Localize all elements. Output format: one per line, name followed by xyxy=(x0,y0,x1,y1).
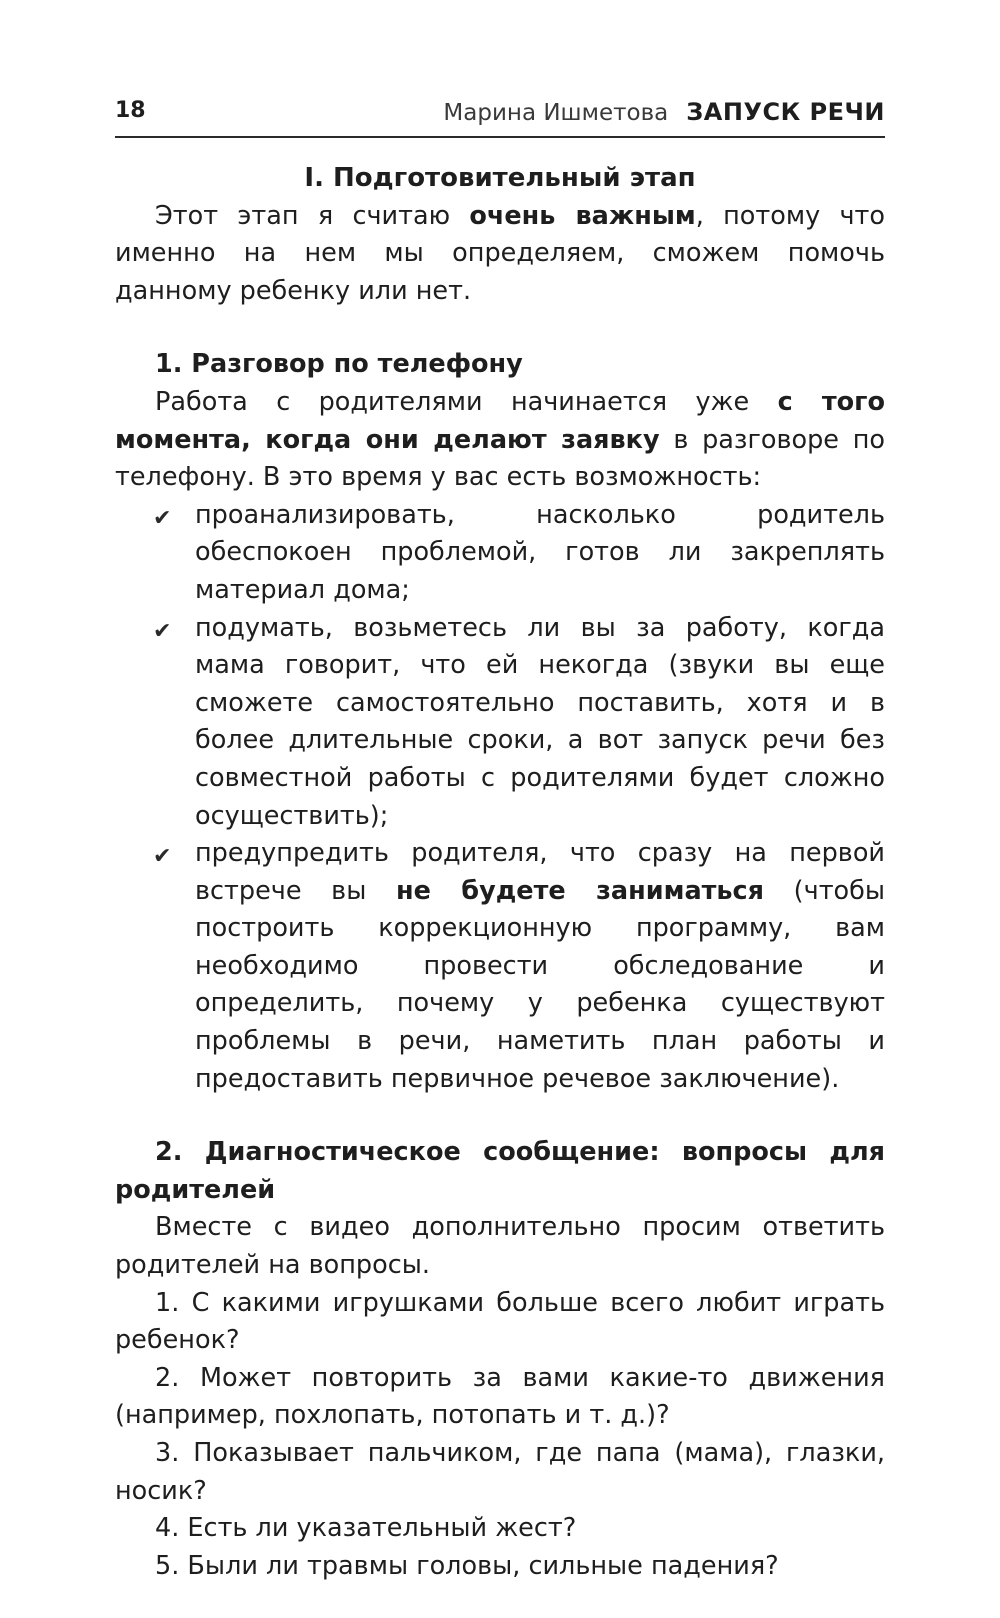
page-number: 18 xyxy=(115,98,146,123)
checkmark-icon: ✔ xyxy=(153,618,172,644)
question-item: 2. Может повторить за вами какие-то движения (например, похлопать, потопать и т. д.)? xyxy=(115,1362,885,1431)
checklist-item xyxy=(115,497,885,610)
question-item: 4. Есть ли указательный жест? xyxy=(155,1513,577,1544)
question-item: 1. С какими игрушками больше всего любит играть ребенок? xyxy=(115,1287,885,1356)
paragraph-text-start: Работа с родителями начинается уже xyxy=(155,386,778,417)
intro-paragraph xyxy=(115,198,885,311)
book-title: ЗАПУСК РЕЧИ xyxy=(686,98,885,126)
checklist-item xyxy=(115,610,885,836)
checklist-item xyxy=(115,835,885,1098)
author-name: Марина Ишметова xyxy=(443,100,669,126)
subsection-2-heading: 2. Диагностическое сообщение: вопросы для родителей xyxy=(115,1137,885,1205)
subsection-2-intro: Вместе с видео дополнительно просим ответить родителей на вопросы. xyxy=(115,1212,885,1281)
checklist-item-text-start: предупредить родителя, что сразу на первой встрече вы xyxy=(195,838,885,906)
intro-text-start: Этот этап я считаю xyxy=(155,200,470,231)
section-title: I. Подготовительный этап xyxy=(304,163,696,193)
intro-emphasis: очень важным xyxy=(469,200,696,231)
page-header xyxy=(115,98,885,134)
checkmark-icon: ✔ xyxy=(153,844,172,870)
subsection-1-heading: 1. Разговор по телефону xyxy=(155,349,523,380)
checklist-item-text: подумать, возьметесь ли вы за работу, когда мама говорит, что ей некогда (звуки вы еще сможете самостоятельно поставить, хотя и в более длительные сроки, а вот запуск речи без совместной работы с родителями будет сложно осуществить); xyxy=(195,612,885,831)
paragraph-emphasis: с того момента, когда они делают заявку xyxy=(115,386,885,455)
question-item: 3. Показывает пальчиком, где папа (мама), глазки, носик? xyxy=(115,1438,885,1506)
checklist-item-emphasis: не будете заниматься xyxy=(395,875,765,906)
checklist-item-text: проанализировать, насколько родитель обеспокоен проблемой, готов ли закреплять материал дома; xyxy=(195,499,885,605)
intro-text-end: , потому что именно на нем мы определяем, сможем помочь данному ребенку или нет. xyxy=(115,200,885,306)
checkmark-icon: ✔ xyxy=(153,505,172,531)
page-body xyxy=(115,160,885,1585)
checklist xyxy=(115,497,885,1099)
subsection-1-paragraph xyxy=(115,384,885,497)
question-item: 5. Были ли травмы головы, сильные падения? xyxy=(155,1550,779,1581)
running-title xyxy=(443,98,885,126)
paragraph-text-end: в разговоре по телефону. В это время у вас есть возможность: xyxy=(115,424,885,493)
header-rule xyxy=(115,136,885,138)
checklist-item-text-end: (чтобы построить коррекционную программу, вам необходимо провести обследование и определить, почему у ребенка существуют проблемы в речи, наметить план работы и предоставить первичное речевое заключение). xyxy=(195,875,886,1094)
